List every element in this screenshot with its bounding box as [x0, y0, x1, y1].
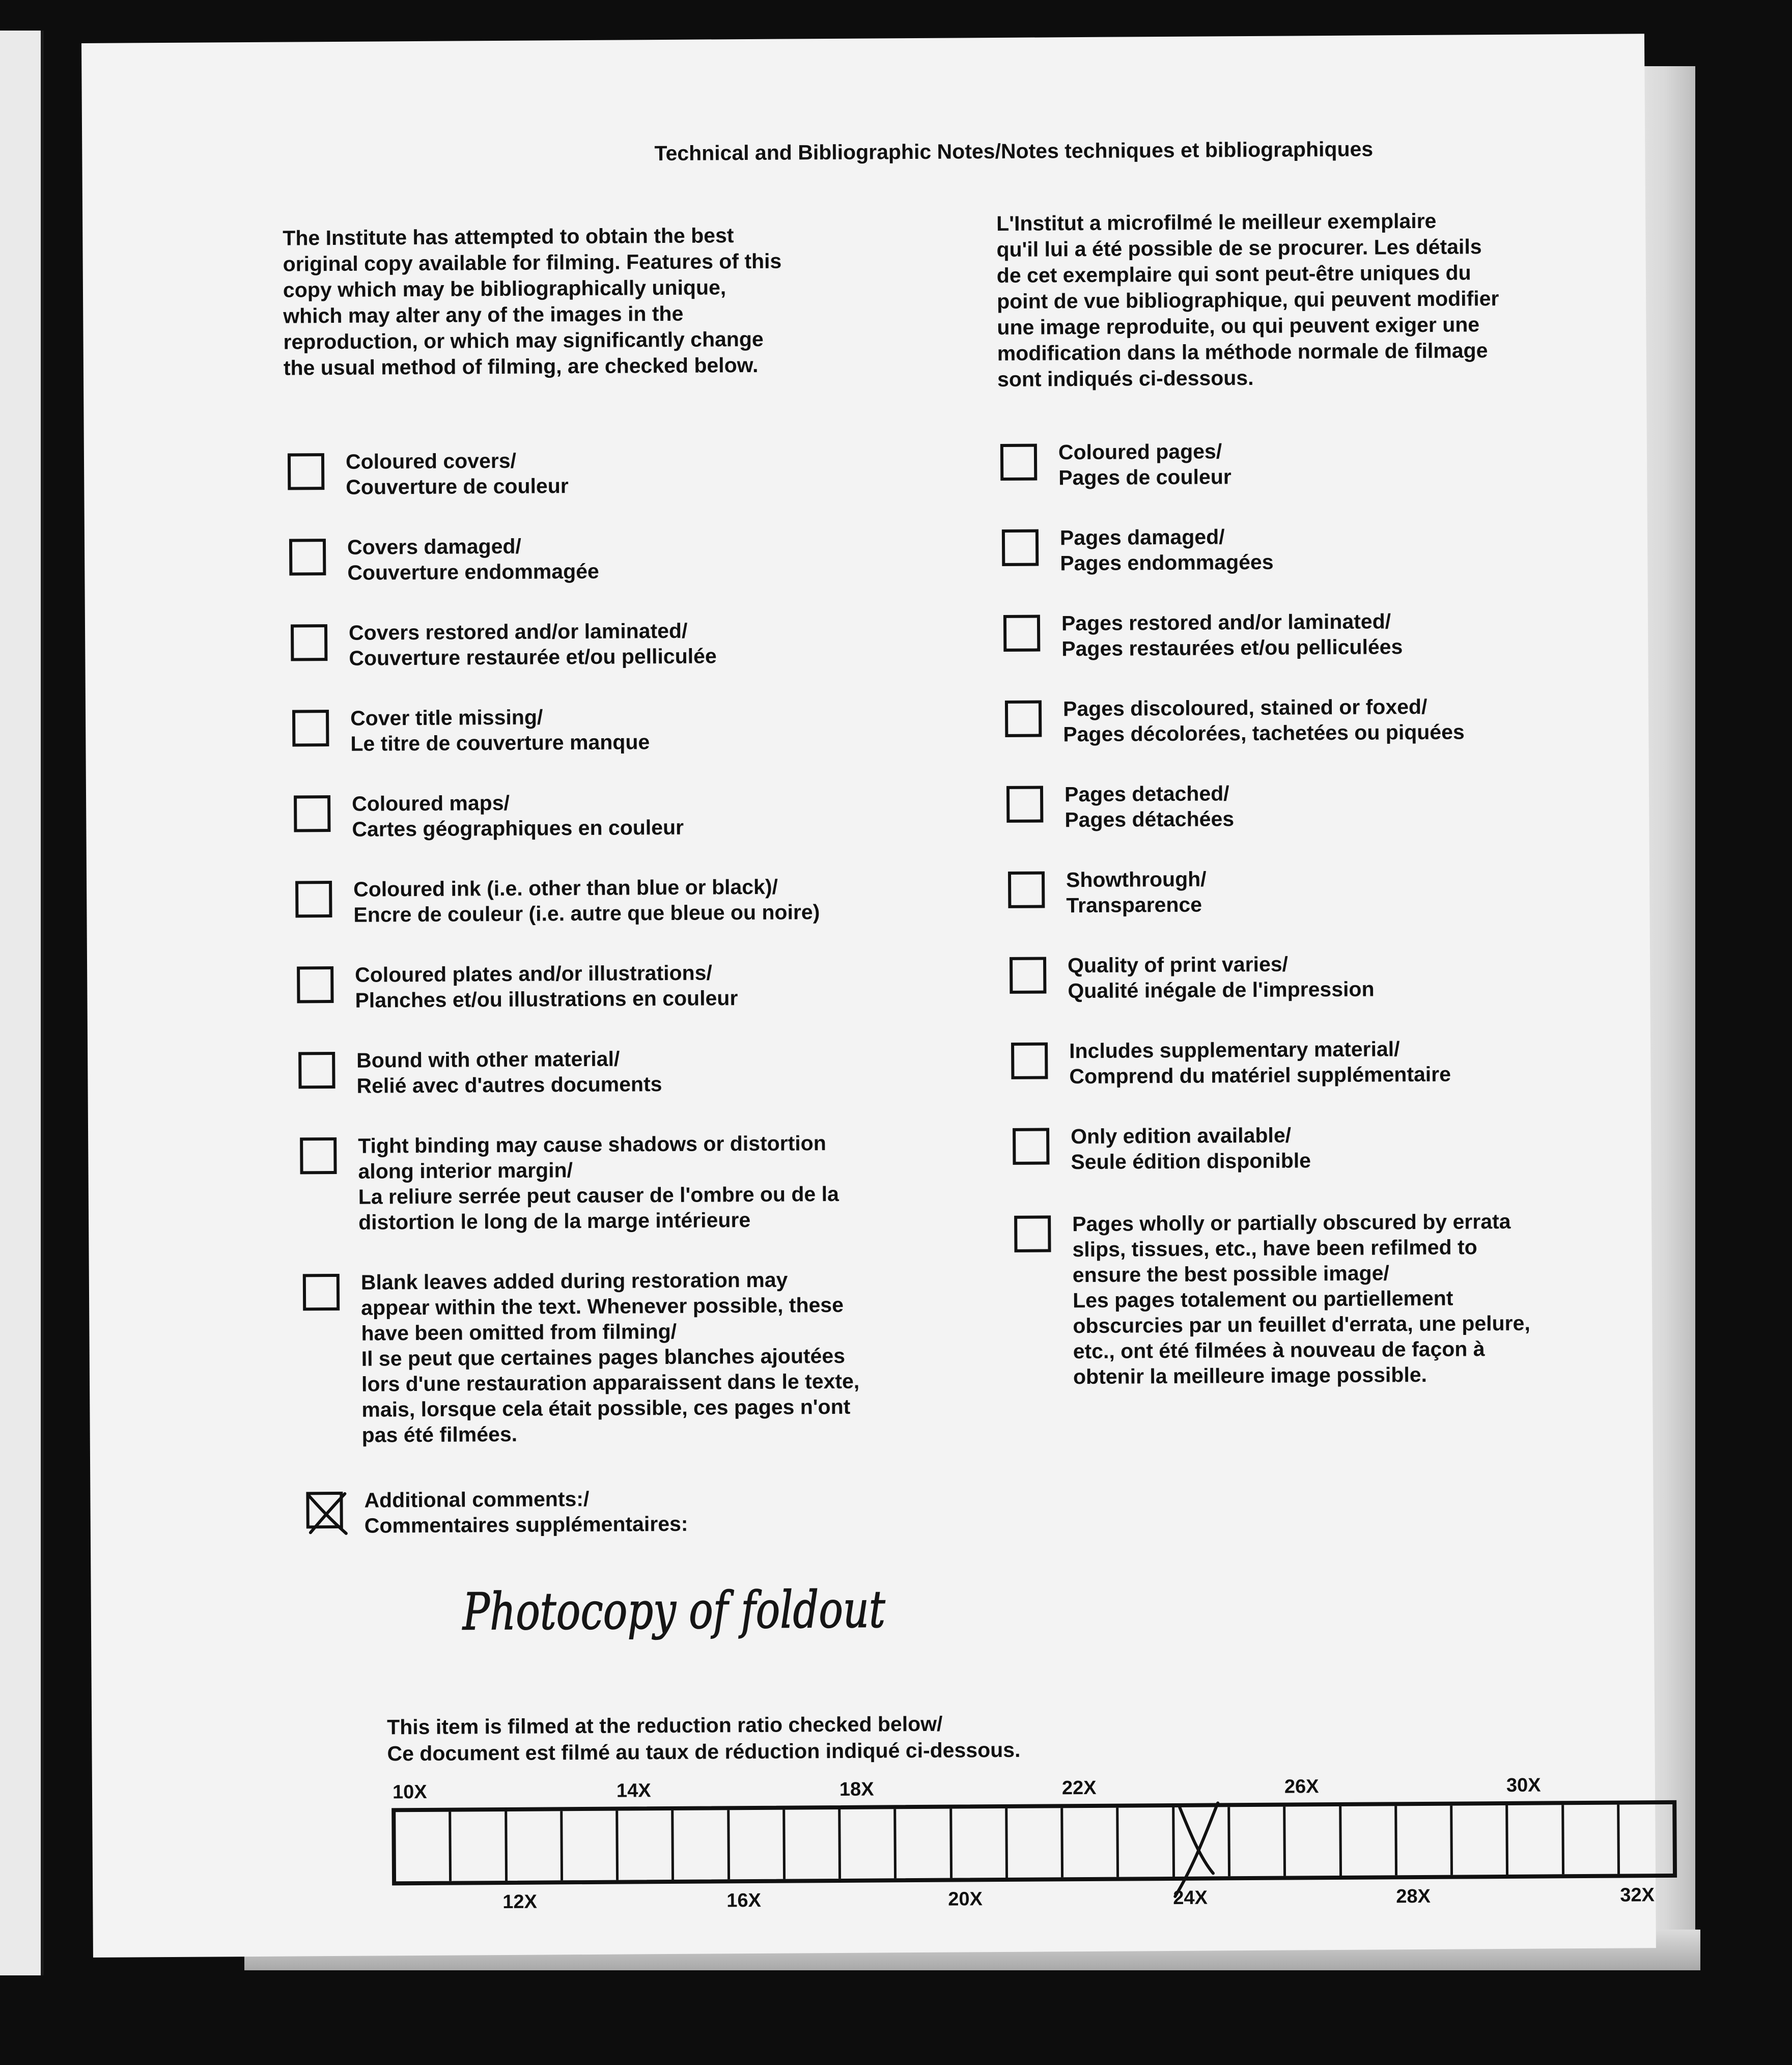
checkbox-covers-damaged[interactable] [289, 539, 326, 575]
item-covers-damaged [289, 533, 599, 586]
item-label-en: Covers damaged/ [347, 534, 521, 559]
item-label-en: ensure the best possible image/ [1072, 1261, 1389, 1287]
item-covers-restored [291, 618, 717, 671]
item-label-fr: Le titre de couverture manque [350, 730, 650, 756]
item-label-fr: Pages détachées [1065, 807, 1235, 832]
ratio-cell[interactable] [507, 1811, 563, 1881]
reduction-line-en: This item is filmed at the reduction ratio checked below/ [387, 1712, 943, 1739]
item-label-en: Quality of print varies/ [1067, 952, 1289, 978]
item-cover-title-missing [292, 704, 650, 757]
intro-line: sont indiqués ci-dessous. [997, 366, 1254, 392]
checkbox-pages-damaged[interactable] [1002, 529, 1039, 566]
item-label-en: Coloured ink (i.e. other than blue or black)/ [353, 875, 778, 901]
intro-line: copy which may be bibliographically unique, [283, 275, 726, 302]
ratio-label-32x: 32X [1620, 1884, 1655, 1906]
item-label-en: Pages wholly or partially obscured by errata [1072, 1209, 1511, 1236]
checkbox-supplementary-material[interactable] [1011, 1042, 1048, 1079]
ratio-cell[interactable] [396, 1812, 452, 1882]
intro-french [996, 208, 1499, 393]
checkbox-coloured-pages[interactable] [1000, 444, 1037, 481]
checkbox-only-edition[interactable] [1013, 1128, 1049, 1164]
ratio-cell[interactable] [1452, 1805, 1508, 1875]
checkbox-pages-detached[interactable] [1006, 786, 1043, 822]
item-label-fr: distortion le long de la marge intérieure [358, 1208, 751, 1234]
intro-english [283, 222, 782, 381]
item-label-fr: Couverture de couleur [346, 474, 569, 499]
item-label-fr: Transparence [1066, 892, 1202, 917]
item-label-en: Pages damaged/ [1059, 525, 1225, 550]
checkbox-cover-title-missing[interactable] [292, 710, 329, 746]
item-label-en: appear within the text. Whenever possible, these [361, 1293, 844, 1320]
ratio-cell[interactable] [897, 1809, 953, 1879]
item-label-en: Pages detached/ [1064, 782, 1229, 806]
ratio-cell[interactable] [1397, 1806, 1453, 1876]
item-label-en: Additional comments:/ [364, 1487, 590, 1512]
intro-line: original copy available for filming. Features of this [283, 249, 782, 276]
item-blank-leaves [303, 1267, 860, 1448]
intro-line: point de vue bibliographique, qui peuvent modifier [996, 287, 1499, 314]
ratio-label-20x: 20X [948, 1888, 983, 1910]
item-pages-restored [1003, 608, 1403, 662]
ratio-cell[interactable] [1285, 1806, 1341, 1876]
checkbox-coloured-maps[interactable] [294, 795, 330, 832]
item-label-en: Bound with other material/ [356, 1047, 620, 1072]
item-bound-with-other [298, 1046, 662, 1099]
checkbox-pages-obscured[interactable] [1014, 1215, 1051, 1252]
ratio-label-16x: 16X [726, 1889, 762, 1912]
item-pages-obscured [1014, 1209, 1530, 1390]
checkmark-x-icon [302, 1488, 353, 1539]
checkbox-bound-with-other[interactable] [298, 1052, 335, 1089]
item-label-en: along interior margin/ [358, 1158, 573, 1183]
ratio-cell[interactable] [785, 1809, 841, 1879]
intro-line: qu'il lui a été possible de se procurer. Les détails [996, 235, 1482, 262]
item-pages-discoloured [1005, 693, 1465, 747]
item-label-fr: Pages de couleur [1058, 465, 1231, 490]
item-pages-damaged [1002, 524, 1274, 576]
adjacent-page-edge [0, 31, 44, 1975]
notes-sheet [81, 34, 1656, 1958]
intro-line: L'Institut a microfilmé le meilleur exemplaire [996, 209, 1437, 236]
item-label-fr: Comprend du matériel supplémentaire [1069, 1062, 1451, 1089]
item-label-fr: Relié avec d'autres documents [356, 1072, 662, 1098]
item-label-fr: Pages endommagées [1060, 550, 1274, 575]
reduction-ratio-grid [391, 1800, 1677, 1885]
item-label-en: Coloured plates and/or illustrations/ [355, 961, 712, 987]
ratio-label-10x: 10X [392, 1781, 427, 1803]
item-coloured-pages [1000, 438, 1231, 491]
item-supplementary-material [1011, 1036, 1451, 1090]
intro-line: une image reproduite, ou qui peuvent exiger une [997, 313, 1480, 340]
ratio-cell[interactable] [674, 1810, 730, 1880]
checkbox-showthrough[interactable] [1008, 871, 1045, 908]
intro-line: reproduction, or which may significantly change [283, 327, 764, 354]
ratio-cell[interactable] [841, 1809, 897, 1879]
checkbox-blank-leaves[interactable] [303, 1274, 340, 1310]
page-title: Technical and Bibliographic Notes/Notes techniques et bibliographiques [654, 137, 1374, 165]
ratio-label-24x: 24X [1173, 1887, 1208, 1909]
item-label-fr: Il se peut que certaines pages blanches ajoutées [361, 1344, 846, 1371]
item-label-en: Only edition available/ [1071, 1123, 1292, 1149]
item-label-fr: Couverture restaurée et/ou pelliculée [349, 644, 717, 670]
item-coloured-maps [294, 789, 684, 843]
handwritten-text: Photocopy of foldout [462, 1579, 996, 1642]
item-label-fr: La reliure serrée peut causer de l'ombre ou de la [358, 1182, 839, 1209]
ratio-cell[interactable] [1230, 1807, 1286, 1877]
intro-line: the usual method of filming, are checked below. [283, 353, 759, 380]
item-label-fr: Commentaires supplémentaires: [364, 1512, 688, 1538]
item-label-fr: Pages restaurées et/ou pelliculées [1061, 635, 1403, 661]
ratio-cell[interactable] [618, 1810, 674, 1880]
item-label-fr: Qualité inégale de l'impression [1068, 977, 1375, 1003]
ratio-label-28x: 28X [1396, 1885, 1431, 1908]
item-showthrough [1008, 867, 1207, 918]
ratio-label-30x: 30X [1506, 1774, 1541, 1796]
item-label-en: Coloured pages/ [1058, 439, 1222, 464]
item-label-en: Showthrough/ [1066, 867, 1207, 892]
item-label-en: Pages restored and/or laminated/ [1061, 609, 1391, 635]
checkbox-coloured-plates[interactable] [297, 966, 333, 1003]
item-label-fr: Seule édition disponible [1071, 1149, 1311, 1174]
item-coloured-plates [297, 960, 738, 1013]
item-label-fr: lors d'une restauration apparaissent dans le texte, [361, 1369, 860, 1396]
ratio-cell[interactable] [952, 1808, 1008, 1878]
ratio-cell[interactable] [563, 1811, 619, 1881]
checkbox-additional-comments[interactable] [306, 1492, 343, 1528]
ratio-cell[interactable] [1564, 1805, 1620, 1875]
ratio-cell[interactable] [1063, 1808, 1119, 1878]
item-label-fr: obtenir la meilleure image possible. [1073, 1362, 1427, 1389]
item-label-en: Includes supplementary material/ [1069, 1037, 1400, 1063]
ratio-label-12x: 12X [502, 1891, 538, 1913]
item-label-en: have been omitted from filming/ [361, 1319, 677, 1345]
ratio-cell[interactable] [730, 1810, 786, 1880]
item-label-en: Covers restored and/or laminated/ [348, 619, 688, 645]
ratio-cell[interactable] [1508, 1805, 1564, 1875]
ratio-cell[interactable] [1119, 1807, 1175, 1877]
item-only-edition [1013, 1122, 1311, 1175]
item-label-fr: Pages décolorées, tachetées ou piquées [1063, 720, 1465, 746]
ratio-label-18x: 18X [839, 1778, 874, 1800]
item-label-fr: Encre de couleur (i.e. autre que bleue ou noire) [353, 900, 820, 927]
checkbox-coloured-covers[interactable] [288, 453, 324, 490]
intro-line: which may alter any of the images in the [283, 301, 684, 328]
ratio-label-22x: 22X [1061, 1777, 1097, 1799]
item-label-fr: etc., ont été filmées à nouveau de façon à [1073, 1337, 1485, 1363]
item-pages-detached [1006, 780, 1234, 833]
item-tight-binding [300, 1130, 839, 1235]
item-coloured-covers [288, 448, 569, 500]
checkbox-pages-restored[interactable] [1003, 615, 1040, 652]
item-label-fr: obscurcies par un feuillet d'errata, une pelure, [1073, 1311, 1530, 1338]
item-label-fr: pas été filmées. [361, 1422, 518, 1447]
item-label-en: Coloured covers/ [345, 449, 517, 473]
ratio-cell[interactable] [451, 1811, 507, 1881]
ratio-cell-checked[interactable] [1174, 1807, 1230, 1877]
reduction-line-fr: Ce document est filmé au taux de réduction indiqué ci-dessous. [387, 1738, 1021, 1766]
item-label-fr: Planches et/ou illustrations en couleur [355, 986, 738, 1012]
item-label-fr: Couverture endommagée [347, 559, 599, 584]
ratio-cell[interactable] [1007, 1808, 1063, 1878]
ratio-label-26x: 26X [1284, 1776, 1319, 1798]
checkbox-print-quality[interactable] [1010, 957, 1046, 993]
item-label-en: Pages discoloured, stained or foxed/ [1062, 694, 1427, 721]
checkbox-tight-binding[interactable] [300, 1137, 337, 1174]
item-label-fr: Les pages totalement ou partiellement [1072, 1286, 1453, 1313]
item-additional-comments [306, 1486, 688, 1539]
checkbox-pages-discoloured[interactable] [1005, 701, 1042, 737]
item-label-fr: Cartes géographiques en couleur [352, 815, 684, 841]
item-label-en: Blank leaves added during restoration may [360, 1268, 788, 1294]
intro-line: modification dans la méthode normale de filmage [997, 339, 1488, 366]
item-label-en: slips, tissues, etc., have been refilmed to [1072, 1235, 1477, 1262]
ratio-cell[interactable] [1619, 1804, 1673, 1874]
item-label-fr: mais, lorsque cela était possible, ces pages n'ont [361, 1394, 851, 1421]
intro-line: The Institute has attempted to obtain the best [283, 224, 734, 250]
ratio-label-14x: 14X [616, 1780, 651, 1802]
checkbox-covers-restored[interactable] [291, 624, 327, 661]
item-label-en: Coloured maps/ [351, 791, 510, 816]
reduction-ratio-text [387, 1710, 1021, 1767]
intro-line: de cet exemplaire qui sont peut-être uniques du [996, 261, 1471, 288]
item-label-en: Cover title missing/ [350, 705, 543, 730]
ratio-cell[interactable] [1341, 1806, 1397, 1876]
handwritten-comment [457, 1560, 996, 1675]
item-label-en: Tight binding may cause shadows or distortion [358, 1131, 826, 1158]
item-coloured-ink [295, 874, 820, 928]
checkbox-coloured-ink[interactable] [295, 881, 332, 917]
item-print-quality [1010, 951, 1375, 1004]
